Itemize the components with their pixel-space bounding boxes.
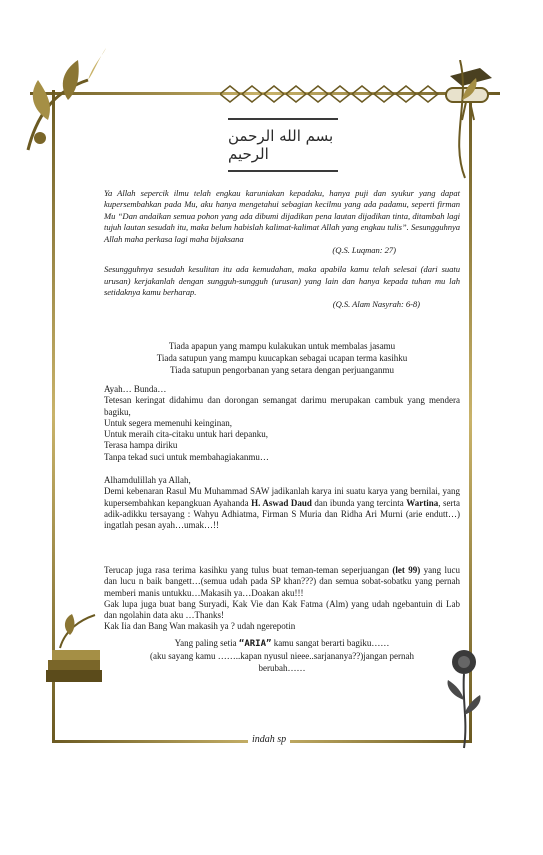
paragraph-text: yang lucu dan lucu n baik bangett…(semua udah pada SP khan???) dan semua sobat-sobatku yang pernah memberi manis untukku…Makasih ya…Doakan aku!!! xyxy=(104,565,460,598)
paragraph-text: , serta adik-adikku tersayang : Wahyu Adhiatma, Firman S Muria dan Ridha Ari Murni (arie endutt…) ingatlah pesan ayah…umak…!! xyxy=(104,497,460,531)
quote-luqman: Ya Allah sepercik ilmu telah engkau karuniakan kepadaku, hanya puji dan syukur yang dapat kupersembahkan pada Mu, aku hanya mengetahui sebagian kecilmu yang ada padamu, seperti firman Mu “Dan andaikan semua pohon yang ada dibumi dijadikan pena lautan dijadikan tinta, ditambah lagi tujuh lautan sesudah itu, maka belum habislah kalimat-kalimat Allah yang engkau tulis”. Sesungguhnya Allah maha perkasa lagi maha bijaksana xyxy=(104,188,460,244)
vine-ornament-right-icon xyxy=(440,60,480,180)
closing-line: (aku sayang kamu ……..kapan nyusul nieee..sarjananya??)jangan pernah xyxy=(150,651,414,661)
closing-text: Yang paling setia xyxy=(174,638,239,648)
closing-line xyxy=(104,637,460,650)
paragraph-text: Demi kebenaran Rasul Mu Muhammad SAW jadikanlah karya ini suatu karya yang bernilai, yang kupersembahkan kepangkuan Ayahanda xyxy=(104,486,460,508)
closing-lines xyxy=(104,637,460,674)
quote-alam-nasyrah: Sesungguhnya sesudah kesulitan itu ada kemudahan, maka apabila kamu telah selesai (dari suatu urusan) kerjakanlah dengan sungguh-sungguh (urusan) yang lain dan hanya kepada tuhan mu lah setidaknya kamu berharap. xyxy=(104,264,460,298)
quote-section xyxy=(104,188,460,310)
parents-paragraph xyxy=(104,384,460,463)
verse-line: Tiada satupun pengorbanan yang setara dengan perjuanganmu xyxy=(169,365,395,375)
aria-name: “ARIA” xyxy=(238,639,272,649)
father-name: H. Aswad Daud xyxy=(251,497,312,508)
thanks-paragraph xyxy=(104,565,460,633)
paragraph-line: Tanpa tekad suci untuk membahagiakanmu… xyxy=(104,451,269,462)
verse-line: Tiada satupun yang mampu kuucapkan sebagai ucapan terma kasihku xyxy=(156,353,408,363)
centered-verse xyxy=(104,340,460,376)
basmala-text: بسم الله الرحمن الرحيم xyxy=(228,127,334,163)
paragraph-line: Kak Iia dan Bang Wan makasih ya ? udah ngerepotin xyxy=(104,621,296,632)
signature: indah sp xyxy=(248,734,290,745)
class-name: (let 99) xyxy=(392,565,421,575)
paragraph-line: Tetesan keringat didahimu dan dorongan semangat darimu merupakan cambuk yang mendera bagiku, xyxy=(104,395,460,417)
stack-of-books-icon xyxy=(40,610,110,690)
verse-line: Tiada apapun yang mampu kulakukan untuk membalas jasamu xyxy=(168,341,396,351)
quote-luqman-reference: (Q.S. Luqman: 27) xyxy=(332,245,396,256)
closing-text: kamu sangat berarti bagiku…… xyxy=(271,638,390,648)
vine-ornament-icon xyxy=(18,40,108,160)
mother-name: Wartina xyxy=(406,497,439,508)
paragraph-text: dan ibunda yang tercinta xyxy=(311,497,407,508)
quote-alam-nasyrah-reference: (Q.S. Alam Nasyrah: 6-8) xyxy=(332,298,420,309)
paragraph-text: Terucap juga rasa terima kasihku yang tulus buat teman-teman seperjuangan xyxy=(104,565,393,575)
paragraph-line: Alhamdulillah ya Allah, xyxy=(104,475,191,485)
basmala-calligraphy xyxy=(228,118,338,172)
dedication-paragraph xyxy=(104,475,460,531)
paragraph-line: Terasa hampa diriku xyxy=(104,440,178,451)
closing-line: berubah…… xyxy=(258,663,306,673)
paragraph-line: Gak lupa juga buat bang Suryadi, Kak Vie dan Kak Fatma (Alm) yang udah ngebantuin di Lab dan ngolahin data aku …Thanks! xyxy=(104,598,460,621)
diamond-row-ornament-icon xyxy=(220,84,450,104)
paragraph-line: Ayah… Bunda… xyxy=(104,384,167,394)
paragraph-line: Untuk meraih cita-citaku untuk hari depanku, xyxy=(104,429,268,440)
paragraph-line: Untuk segera memenuhi keinginan, xyxy=(104,417,232,428)
